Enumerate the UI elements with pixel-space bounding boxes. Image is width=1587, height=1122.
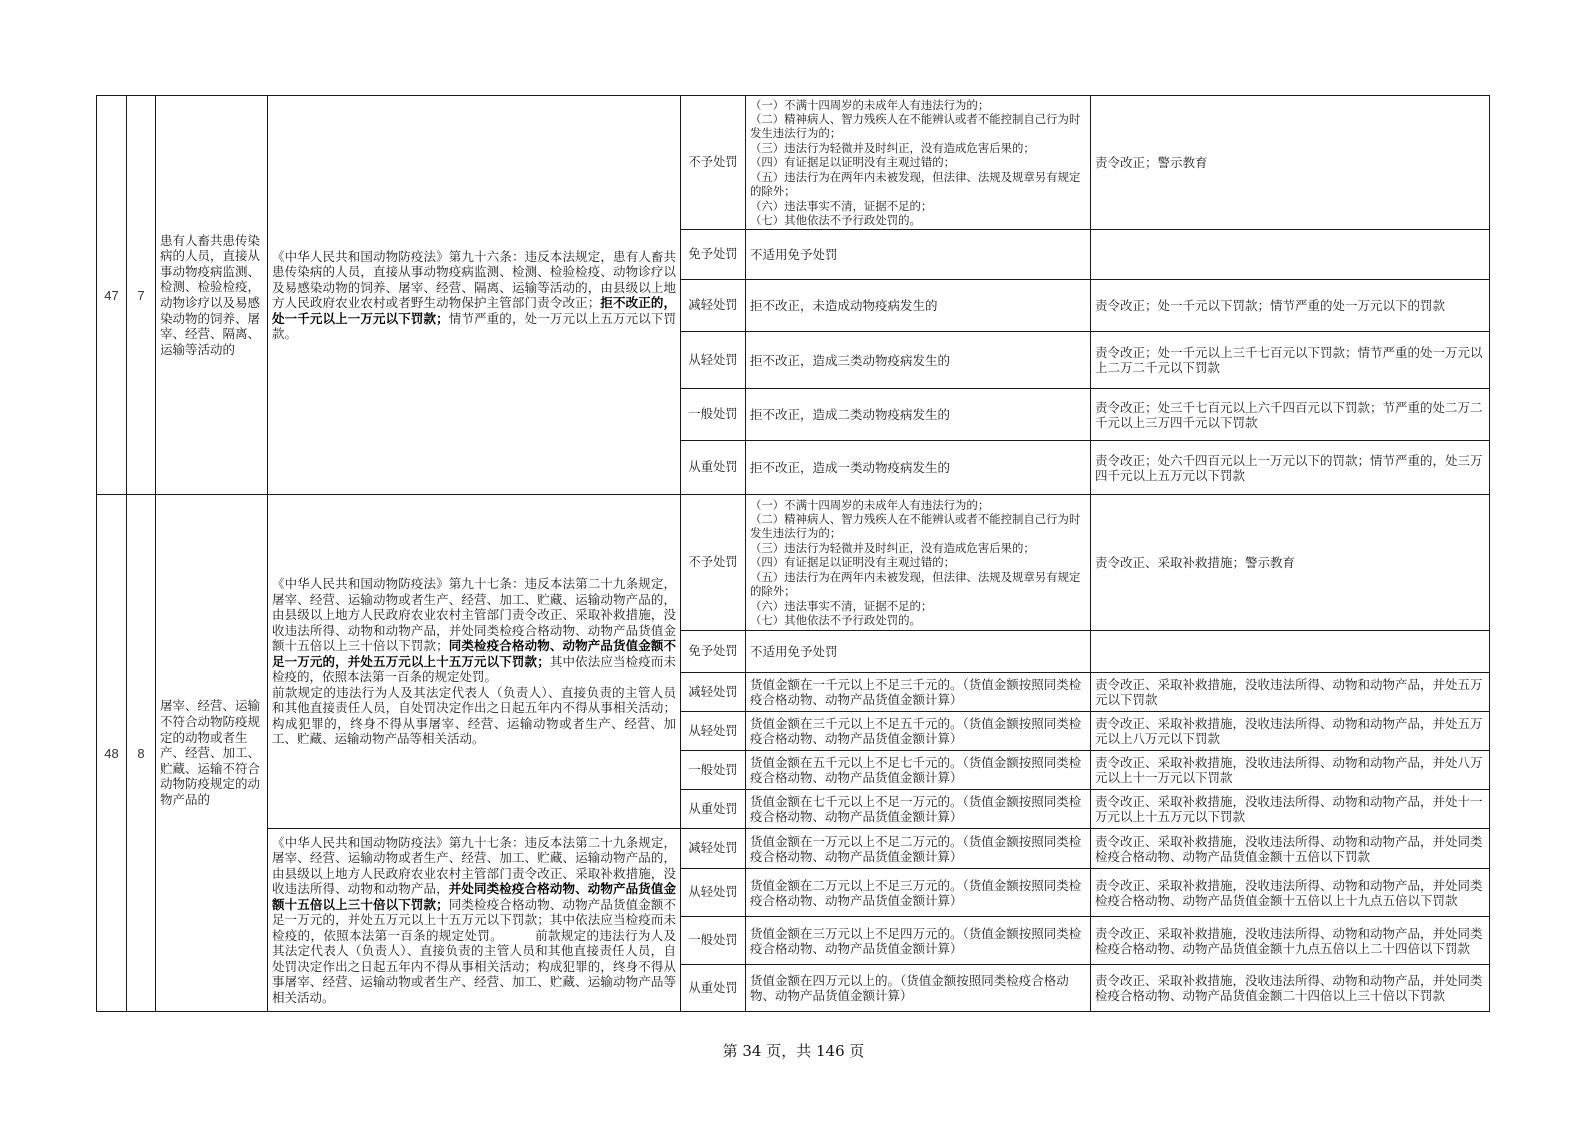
situation: 不适用免予处罚 [746,631,1090,672]
legal-basis-bold: 同类检疫合格动物、动物产品货值金额不足一万元的，并处五万元以上十五万元以下罚款； [272,638,676,669]
violation-description: 患有人畜共患传染病的人员，直接从事动物疫病监测、检测、检验检疫，动物诊疗以及易感染动物的饲养、屠宰、经营、隔离、运输等活动的 [156,96,267,494]
situation: 货值金额在三千元以上不足五千元的。（货值金额按照同类检疫合格动物、动物产品货值金额计算） [746,712,1090,750]
penalty-discretion-table [96,95,1490,1012]
situation: 货值金额在三万元以上不足四万元的。（货值金额按照同类检疫合格动物、动物产品货值金额计算） [746,917,1090,964]
penalty-standard [1091,230,1489,279]
penalty-level: 不予处罚 [681,495,745,630]
penalty-standard: 责令改正；处三千七百元以上六千四百元以下罚款；节严重的处二万二千元以上三万四千元以下罚款 [1091,389,1489,440]
penalty-standard: 责令改正；处一千元以下罚款；情节严重的处一万元以下的罚款 [1091,280,1489,331]
penalty-standard: 责令改正；警示教育 [1091,96,1489,229]
penalty-standard: 责令改正、采取补救措施，没收违法所得、动物和动物产品，并处五万元以上八万元以下罚款 [1091,712,1489,750]
legal-basis-bold: 拒不改正的，处一千元以上一万元以下罚款； [272,295,676,326]
penalty-level: 减轻处罚 [681,829,745,868]
situation-item: （二）精神病人、智力残疾人在不能辨认或者不能控制自己行为时发生违法行为的； [750,512,1081,541]
situation-item: （三）违法行为轻微并及时纠正，没有造成危害后果的； [750,540,1035,555]
situation-item: （六）违法事实不清，证据不足的； [750,598,933,613]
legal-basis-text: 其中依法应当检疫而未检疫的，依照本法第一百条的规定处罚。 [272,653,676,685]
situation-item: （五）违法行为在两年内未被发现，但法律、法规及规章另有规定的除外； [750,569,1081,599]
situation: 货值金额在四万元以上的。（货值金额按照同类检疫合格动物、动物产品货值金额计算） [746,965,1090,1011]
situation-item: （一）不满十四周岁的未成年人有违法行为的； [750,97,990,112]
legal-basis-text: 同类检疫合格动物、动物产品货值金额不足一万元的，并处五万元以上十五万元以下罚款；其中依法应当检疫而未检疫的，依照本法第一百条的规定处罚。 前款规定的违法行为人及其法定代表人（负责人）、直接负责的主管人员和其他直接责任人员，自处罚决定作出之日起五年内不得从事相关活动；构成犯罪的，终身不得从事屠宰、经营、运输动物或者生产、经营、加工、贮藏、运输动物产品等相关活动。 [272,896,676,1005]
penalty-standard: 责令改正、采取补救措施，没收违法所得、动物和动物产品，并处同类检疫合格动物、动物产品货值金额二十四倍以上三十倍以下罚款 [1091,965,1489,1011]
situation-item: （一）不满十四周岁的未成年人有违法行为的； [750,497,990,512]
situation: 货值金额在一万元以上不足二万元的。（货值金额按照同类检疫合格动物、动物产品货值金额计算） [746,829,1090,868]
penalty-standard [1091,631,1489,672]
penalty-standard: 责令改正、采取补救措施，没收违法所得、动物和动物产品，并处十一万元以上十五万元以下罚款 [1091,790,1489,828]
legal-basis-paragraph: 前款规定的违法行为人及其法定代表人（负责人）、直接负责的主管人员和其他直接责任人员，自处罚决定作出之日起五年内不得从事相关活动；构成犯罪的，终身不得从事屠宰、经营、运输动物或者生产、经营、加工、贮藏、运输动物产品等相关活动。 [272,684,676,747]
penalty-standard: 责令改正、采取补救措施；警示教育 [1091,495,1489,630]
item-sub-seq: 8 [127,495,155,1011]
item-sub-seq: 7 [127,96,155,494]
penalty-standard: 责令改正、采取补救措施，没收违法所得、动物和动物产品，并处八万元以上十一万元以下罚款 [1091,751,1489,789]
penalty-level: 一般处罚 [681,389,745,440]
legal-basis-text: 《中华人民共和国动物防疫法》第九十七条：违反本法第二十九条规定，屠宰、经营、运输动物或者生产、经营、加工、贮藏、运输动物产品的，由县级以上地方人民政府农业农村主管部门责令改正、采取补救措施，没收违法所得、动物和动物产品，并处同类检疫合格动物、动物产品货值金额十五倍以上三十倍以下罚款； [272,576,676,654]
situation-item: （二）精神病人、智力残疾人在不能辨认或者不能控制自己行为时发生违法行为的； [750,112,1081,141]
situation-item: （六）违法事实不清，证据不足的； [750,198,933,213]
situation: 拒不改正，未造成动物疫病发生的 [746,280,1090,331]
penalty-level: 从重处罚 [681,965,745,1011]
item-seq: 48 [97,495,126,1011]
situation: 拒不改正，造成一类动物疫病发生的 [746,441,1090,494]
penalty-standard: 责令改正、采取补救措施，没收违法所得、动物和动物产品，并处五万元以下罚款 [1091,673,1489,711]
situation: 货值金额在七千元以上不足一万元的。（货值金额按照同类检疫合格动物、动物产品货值金额计算） [746,790,1090,828]
penalty-level: 一般处罚 [681,917,745,964]
penalty-level: 免予处罚 [681,230,745,279]
situation: 货值金额在五千元以上不足七千元的。（货值金额按照同类检疫合格动物、动物产品货值金额计算） [746,751,1090,789]
penalty-standard: 责令改正；处六千四百元以上一万元以下的罚款；情节严重的，处三万四千元以上五万元以下罚款 [1091,441,1489,494]
page-footer: 第 34 页，共 146 页 [722,1042,865,1060]
penalty-standard: 责令改正、采取补救措施，没收违法所得、动物和动物产品，并处同类检疫合格动物、动物产品货值金额十九点五倍以上二十四倍以下罚款 [1091,917,1489,964]
penalty-level: 从轻处罚 [681,712,745,750]
situation: 不适用免予处罚 [746,230,1090,279]
situation: 拒不改正，造成三类动物疫病发生的 [746,332,1090,388]
penalty-level: 从轻处罚 [681,332,745,388]
legal-basis-text: 情节严重的，处一万元以上五万元以下罚款。 [272,310,676,341]
situation-item: （五）违法行为在两年内未被发现，但法律、法规及规章另有规定的除外； [750,169,1081,199]
penalty-level: 从重处罚 [681,441,745,494]
situation-item: （四）有证据足以证明没有主观过错的； [750,155,956,170]
item-seq: 47 [97,96,126,494]
penalty-level: 减轻处罚 [681,673,745,711]
violation-description: 屠宰、经营、运输不符合动物防疫规定的动物或者生产、经营、加工、贮藏、运输不符合动物防疫规定的动物产品的 [156,495,267,1011]
penalty-level: 从重处罚 [681,790,745,828]
penalty-standard: 责令改正、采取补救措施，没收违法所得、动物和动物产品，并处同类检疫合格动物、动物产品货值金额十五倍以下罚款 [1091,829,1489,868]
situation: 货值金额在二万元以上不足三万元的。（货值金额按照同类检疫合格动物、动物产品货值金额计算） [746,869,1090,916]
penalty-standard: 责令改正、采取补救措施，没收违法所得、动物和动物产品，并处同类检疫合格动物、动物产品货值金额十五倍以上十九点五倍以下罚款 [1091,869,1489,916]
situation: 拒不改正，造成二类动物疫病发生的 [746,389,1090,440]
penalty-level: 一般处罚 [681,751,745,789]
legal-basis [268,829,680,1011]
penalty-level: 减轻处罚 [681,280,745,331]
situation-list [746,96,1090,229]
penalty-level: 免予处罚 [681,631,745,672]
situation-item: （七）其他依法不予行政处罚的。 [750,212,921,227]
situation: 货值金额在一千元以上不足三千元的。（货值金额按照同类检疫合格动物、动物产品货值金额计算） [746,673,1090,711]
legal-basis [268,96,680,494]
situation-item: （三）违法行为轻微并及时纠正，没有造成危害后果的； [750,140,1035,155]
legal-basis [268,495,680,828]
situation-item: （四）有证据足以证明没有主观过错的； [750,555,956,570]
penalty-level: 从轻处罚 [681,869,745,916]
legal-basis-bold: 并处同类检疫合格动物、动物产品货值金额十五倍以上三十倍以下罚款； [272,881,676,912]
legal-basis-text: 《中华人民共和国动物防疫法》第九十六条：违反本法规定，患有人畜共患传染病的人员，直接从事动物疫病监测、检测、检验检疫、动物诊疗以及易感染动物的饲养、屠宰、经营、隔离、运输等活动的，由县级以上地方人民政府农业农村或者野生动物保护主管部门责令改正； [272,248,676,310]
legal-basis-text: 《中华人民共和国动物防疫法》第九十七条：违反本法第二十九条规定，屠宰、经营、运输动物或者生产、经营、加工、贮藏、运输动物产品的，由县级以上地方人民政府农业农村主管部门责令改正、采取补救措施，没收违法所得、动物和动物产品， [272,834,676,897]
penalty-level: 不予处罚 [681,96,745,229]
penalty-standard: 责令改正；处一千元以上三千七百元以下罚款；情节严重的处一万元以上二万二千元以下罚款 [1091,332,1489,388]
situation-list [746,495,1090,630]
situation-item: （七）其他依法不予行政处罚的。 [750,612,921,627]
